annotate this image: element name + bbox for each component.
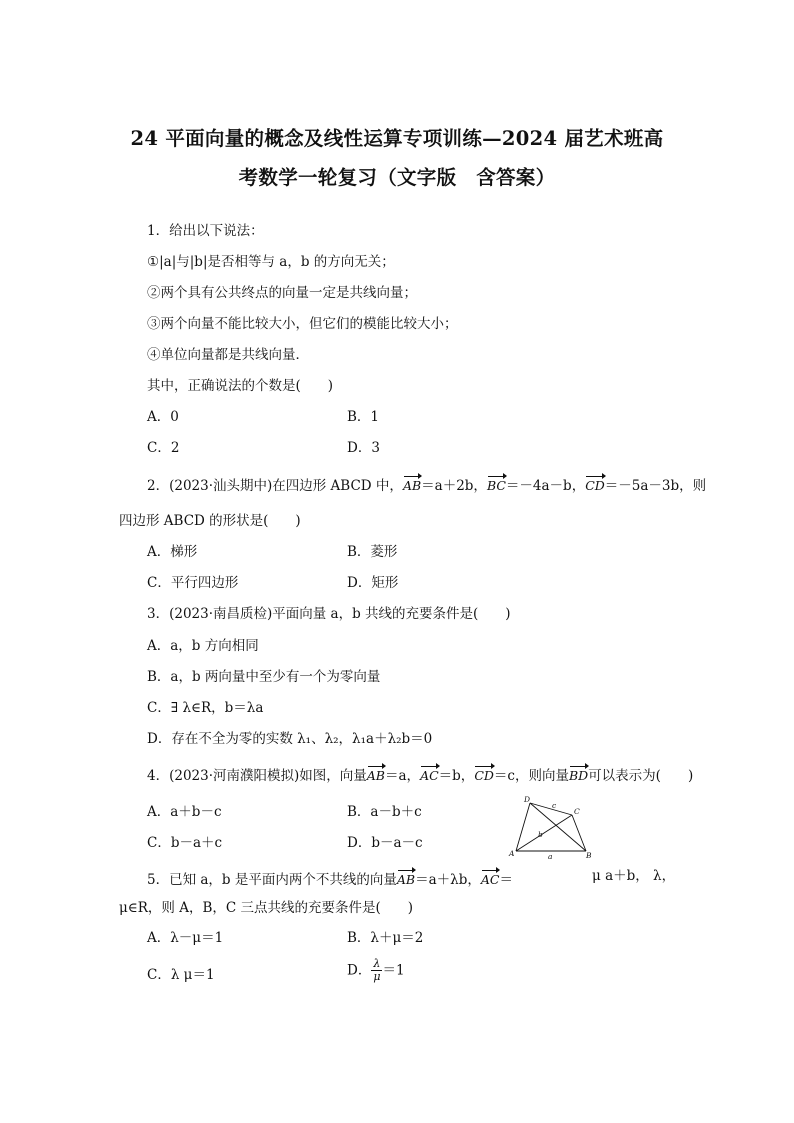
q2-expr-1: ＝a＋2b， [421, 478, 487, 494]
vector-ac: AC [420, 768, 439, 783]
q4-expr-2: ＝b， [438, 768, 475, 784]
q3-option-c: C．∃ λ∈R，b＝λa [147, 700, 264, 716]
q2-option-a: A．梯形 [147, 544, 198, 560]
label-point-a: A [509, 849, 515, 858]
vector-cd: CD [474, 768, 494, 783]
q2-option-c: C．平行四边形 [147, 575, 239, 591]
q5-stem-tail: μ a＋b， λ， [592, 868, 676, 884]
q2-stem-lead: 2．(2023·汕头期中)在四边形 ABCD 中， [147, 478, 403, 494]
fraction [371, 958, 382, 983]
q1-statement-3: ③两个向量不能比较大小，但它们的模能比较大小； [147, 316, 458, 332]
q5-option-d [347, 958, 405, 983]
q5-expr-1: ＝a＋λb， [415, 872, 481, 888]
fraction-denominator: μ [373, 970, 381, 983]
q5-option-a: A．λ－μ＝1 [147, 930, 224, 946]
vector-ab: AB [396, 872, 416, 887]
title-line-2: 考数学一轮复习（文字版 含答案） [238, 166, 556, 189]
q4-expr-1: ＝a， [385, 768, 421, 784]
q4-stem [147, 767, 693, 785]
label-point-c: C [574, 807, 580, 816]
vector-bc: BC [486, 478, 506, 493]
vector-bd: BD [568, 768, 589, 783]
q5-stem-line-2: μ∈R，则 A，B，C 三点共线的充要条件是( ) [119, 900, 414, 916]
q5-expr-2: ＝ [499, 872, 513, 888]
q4-stem-lead: 4．(2023·河南濮阳模拟)如图，向量 [147, 768, 367, 784]
q1-statement-1: ①|a|与|b|是否相等与 a，b 的方向无关； [147, 254, 395, 270]
q1-ask: 其中，正确说法的个数是( ) [147, 378, 334, 394]
q1-statement-4: ④单位向量都是共线向量． [147, 347, 309, 363]
q3-stem: 3．(2023·南昌质检)平面向量 a，b 共线的充要条件是( ) [147, 606, 511, 622]
q5-stem [147, 871, 513, 889]
side-cd [530, 803, 572, 815]
title-line-1: 24 平面向量的概念及线性运算专项训练—2024 届艺术班高 [130, 127, 664, 150]
q3-option-b: B．a，b 两向量中至少有一个为零向量 [147, 669, 381, 685]
q5-option-c: C．λ μ＝1 [147, 967, 215, 983]
q1-option-c: C．2 [147, 440, 180, 456]
q5-option-d-tail: ＝1 [382, 962, 405, 979]
label-point-b: B [586, 851, 592, 860]
q4-option-b: B．a－b＋c [347, 804, 422, 820]
quadrilateral-figure [508, 795, 592, 861]
q4-expr-3: ＝c，则向量 [493, 768, 569, 784]
vector-ab: AB [402, 478, 422, 493]
q4-option-a: A．a＋b－c [147, 804, 222, 820]
q2-stem [147, 477, 706, 495]
fraction-numerator: λ [371, 958, 382, 971]
q4-expr-4: 可以表示为( ) [588, 768, 694, 784]
q1-stem: 1．给出以下说法： [147, 223, 264, 239]
vector-ac: AC [480, 872, 500, 887]
diagonal-ac [516, 815, 572, 851]
vector-ab: AB [366, 768, 385, 783]
vector-cd: CD [585, 478, 605, 493]
q5-option-d-label: D． [347, 962, 372, 979]
q2-option-d: D．矩形 [347, 575, 399, 591]
q5-option-b: B．λ＋μ＝2 [347, 930, 424, 946]
label-point-d: D [524, 795, 531, 804]
q3-option-a: A．a，b 方向相同 [147, 638, 259, 654]
label-vector-c: c [552, 801, 557, 810]
q4-option-c: C．b－a＋c [147, 835, 223, 851]
q2-expr-2: ＝－4a－b， [505, 478, 586, 494]
label-vector-a: a [548, 852, 553, 861]
q1-option-d: D．3 [347, 440, 380, 456]
q2-option-b: B．菱形 [347, 544, 398, 560]
q3-option-d: D．存在不全为零的实数 λ₁、λ₂，λ₁a＋λ₂b＝0 [147, 731, 433, 747]
q1-option-a: A．0 [147, 409, 179, 425]
q5-stem-lead: 5．已知 a，b 是平面内两个不共线的向量 [147, 872, 397, 888]
q2-expr-3: ＝－5a－3b，则 [604, 478, 707, 494]
side-bc [572, 815, 586, 851]
q1-statement-2: ②两个具有公共终点的向量一定是共线向量； [147, 285, 417, 301]
q1-option-b: B．1 [347, 409, 380, 425]
q2-stem-line-2: 四边形 ABCD 的形状是( ) [119, 513, 301, 529]
q4-option-d: D．b－a－c [347, 835, 423, 851]
label-vector-b: b [538, 830, 543, 839]
